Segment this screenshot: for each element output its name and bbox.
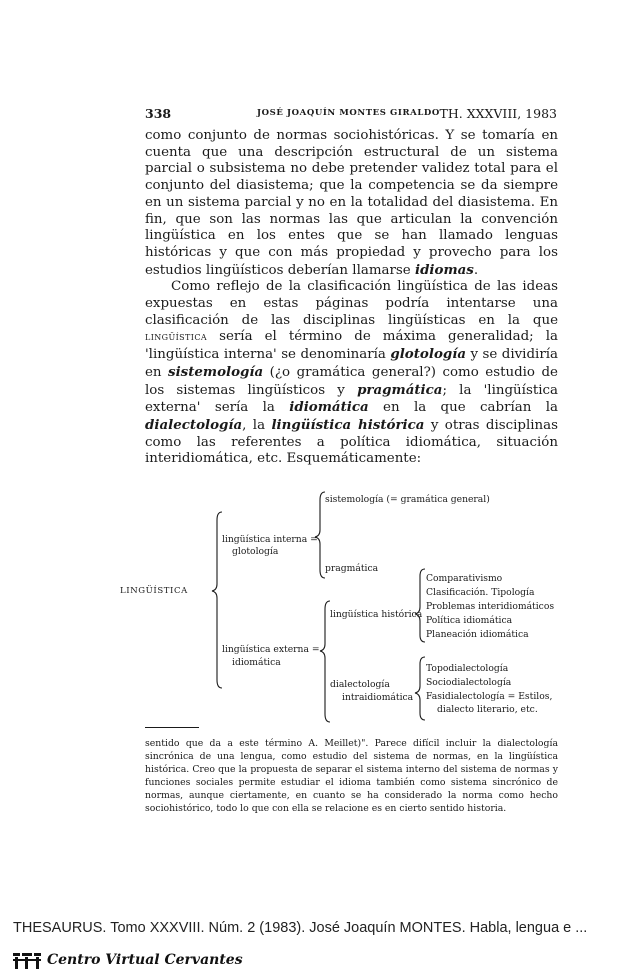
- historica-item: Planeación idiomática: [426, 629, 529, 640]
- emphasis-linguistica-historica: lingüística histórica: [271, 416, 425, 433]
- dialecto-item: dialecto literario, etc.: [437, 704, 538, 715]
- paragraph-2-text-d: (¿o gramática general?) como estudio de los sistemas lingüísticos y: [145, 364, 558, 398]
- dialecto-item: Fasidialectología = Estilos,: [426, 691, 553, 702]
- scheme-root: LINGÜÍSTICA: [120, 586, 188, 596]
- brace-historica: [415, 569, 425, 642]
- footnote: sentido que da a este término A. Meillet)". Parece difícil incluir la dialectología sincrónica de una lengua, como estudio del sistema de normas, en la lingüística histórica. Creo que la propuesta de separar el sistema interno del sistema de normas y funciones sociales permite estudiar el idioma también como sistema sincrónico de normas, aunque ciertamente, en cuanto se ha considerado la norma como hecho sociohistórico, todo lo que con ella se relacione es en cierto sentido historia.: [145, 738, 558, 815]
- emphasis-glotologia: glotología: [390, 346, 467, 363]
- scheme-externa: lingüística externa =: [222, 644, 320, 655]
- scheme-historica: lingüística histórica: [330, 609, 423, 620]
- scheme-intraidiomatica: intraidiomática: [342, 692, 414, 703]
- paragraph-1-end: .: [473, 262, 479, 278]
- paragraph-1: [145, 128, 558, 279]
- paragraph-2-text-b: sería el término de máxima generalidad; la 'lingüística interna' se denominaría: [145, 329, 558, 363]
- page-header: [145, 106, 557, 126]
- page-number: 338: [145, 106, 172, 121]
- brace-interna: [315, 492, 325, 578]
- brace-externa: [320, 601, 330, 722]
- cvc-logo-text: Centro Virtual Cervantes: [47, 952, 243, 968]
- paragraph-1-text: como conjunto de normas sociohistóricas. Y se tomaría en cuenta que una descripción estructural de un sistema parcial o subsistema no debe pretender validez total para el conjunto del diasistema; que la competencia se da siempre en un sistema parcial y no en la totalidad del diasistema. En fin, que son las normas las que articulan la convención lingüística en los entes que se han llamado lenguas históricas y que con más propiedad y provecho para los estudios lingüísticos deberían llamarse: [145, 128, 558, 278]
- body-text: [145, 128, 558, 468]
- paragraph-2-text-e: ; la 'lingüística externa' sería la: [145, 382, 558, 416]
- running-head-journal: TH. XXXVIII, 1983: [439, 106, 557, 121]
- scheme-idiomatica: idiomática: [232, 657, 281, 668]
- emphasis-idiomas: idiomas: [414, 261, 474, 278]
- paragraph-2-text-c: y se dividiría en: [145, 347, 558, 380]
- footnote-rule: [145, 727, 199, 728]
- brace-root: [212, 512, 222, 688]
- historica-item: Comparativismo: [426, 573, 503, 584]
- paragraph-2-text-f: en la que cabrían la: [383, 400, 558, 416]
- smallcaps-linguistica: lingüística: [145, 330, 208, 344]
- dialecto-item: Sociodialectología: [426, 677, 512, 688]
- scheme-sistemologia: sistemología (= gramática general): [325, 494, 490, 505]
- cvc-logo[interactable]: [13, 949, 243, 971]
- emphasis-sistemologia: sistemología: [168, 363, 264, 380]
- source-caption: THESAURUS. Tomo XXXVIII. Núm. 2 (1983). José Joaquín MONTES. Habla, lengua e ...: [13, 920, 588, 936]
- historica-item: Política idiomática: [426, 615, 513, 626]
- historica-item: Problemas interidiomáticos: [426, 601, 555, 612]
- scheme-pragmatica: pragmática: [325, 563, 379, 574]
- paragraph-2-text-g: , la: [242, 417, 266, 433]
- emphasis-dialectologia: dialectología: [145, 416, 243, 433]
- scheme-dialectologia: dialectología: [330, 679, 390, 690]
- scheme-glotologia: glotología: [232, 546, 279, 557]
- dialecto-item: Topodialectología: [426, 663, 509, 674]
- emphasis-pragmatica: pragmática: [357, 381, 443, 398]
- emphasis-idiomatica: idiomática: [289, 399, 369, 416]
- historica-item: Clasificación. Tipología: [426, 587, 535, 598]
- scheme-interna: lingüística interna =: [222, 534, 318, 545]
- paragraph-2-text-h: y otras disciplinas como las referentes a política idiomática, situación interidiomática, etc. Esquemáticamente:: [145, 417, 559, 467]
- running-head-author: JOSÉ JOAQUÍN MONTES GIRALDO: [257, 108, 440, 118]
- paragraph-2-text-a: Como reflejo de la clasificación lingüística de las ideas expuestas en estas páginas podría intentarse una clasificación de las disciplinas lingüísticas en la que: [145, 279, 558, 328]
- cvc-emblem-icon: [13, 951, 41, 969]
- paragraph-2: [145, 279, 558, 468]
- brace-dialecto: [415, 657, 425, 720]
